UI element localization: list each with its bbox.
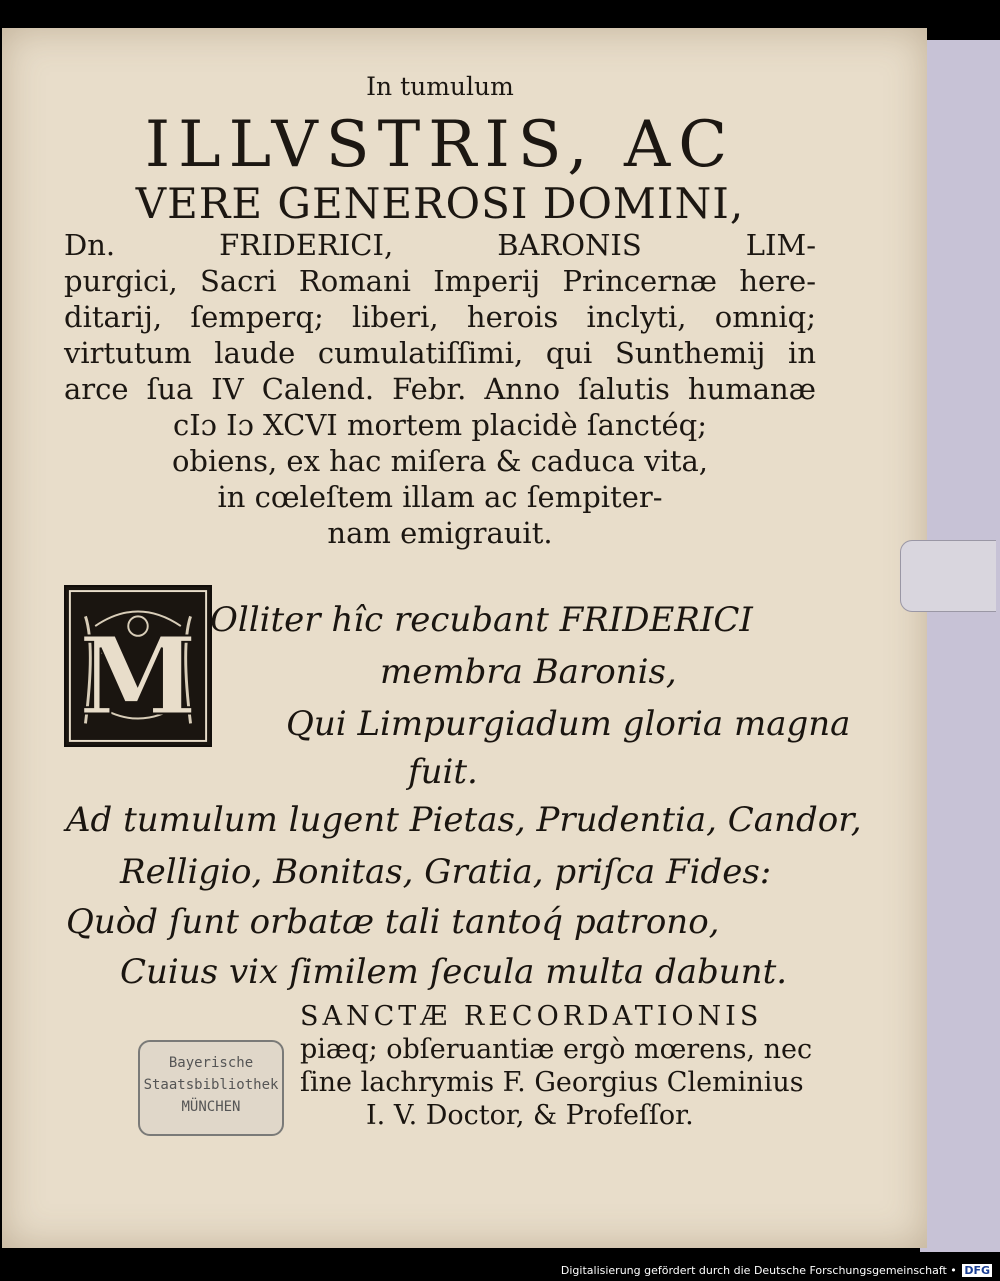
dfg-logo: DFG	[964, 1264, 990, 1277]
poem-line: Quòd ſunt orbatæ tali tantoq́ patrono,	[66, 902, 720, 942]
stamp-line: Bayerische	[168, 1055, 254, 1071]
poem-line: Relligio, Bonitas, Gratia, priſca Fides:	[120, 852, 772, 892]
title-body-line: obiens, ex hac miſera & caduca vita,	[171, 444, 709, 478]
title-body-line: virtutum laude cumulatiſſimi, qui Sunthemij in	[64, 336, 816, 370]
title-body-line: in cœleſtem illam ac ſempiter-	[217, 480, 663, 514]
title-body-line: cIɔ Iɔ XCVI mortem placidè ſanctéq;	[172, 408, 708, 442]
signature-block	[300, 1000, 813, 1132]
title-body-line: purgici, Sacri Romani Imperij Princernæ here-	[64, 264, 816, 298]
poem-line: Olliter hîc recubant FRIDERICI	[210, 600, 753, 640]
title-line-sub: VERE GENEROSI DOMINI,	[135, 179, 745, 228]
title-body-line: arce ſua IV Calend. Febr. Anno ſalutis humanæ	[64, 372, 816, 406]
signature-line: ſine lachrymis F. Georgius Cleminius	[300, 1067, 804, 1098]
initial-ornament-icon	[66, 587, 210, 745]
signature-line: I. V. Doctor, & Profeſſor.	[366, 1100, 694, 1131]
signature-line: SANCTÆ RECORDATIONIS	[300, 1001, 763, 1032]
signature-line: piæq; obſeruantiæ ergò mœrens, nec	[300, 1034, 813, 1065]
stamp-line: Staatsbibliothek	[143, 1077, 279, 1093]
page-tab	[900, 540, 996, 612]
poem-line: fuit.	[408, 752, 478, 792]
poem-line: Qui Limpurgiadum gloria magna	[286, 704, 851, 744]
title-block	[60, 60, 820, 551]
initial-letter: M	[78, 614, 198, 740]
poem-line: membra Baronis,	[380, 652, 677, 692]
poem-line: Ad tumulum lugent Pietas, Prudentia, Candor,	[66, 800, 862, 840]
footer-credit	[561, 1264, 992, 1277]
scan-side-strip	[920, 40, 1000, 1252]
title-line-main: ILLVSTRIS, AC	[144, 108, 736, 182]
stamp-line: MÜNCHEN	[181, 1099, 241, 1115]
poem-line: Cuius vix ſimilem ſecula multa dabunt.	[120, 952, 788, 992]
title-body-line: Dn. FRIDERICI, BARONIS LIM-	[64, 228, 816, 262]
decorated-initial-m	[64, 585, 212, 747]
title-body-line: ditarij, ſemperq; liberi, herois inclyti, omniq;	[64, 300, 816, 334]
library-stamp	[138, 1040, 284, 1136]
title-body-line: nam emigrauit.	[327, 516, 553, 550]
title-line-intro: In tumulum	[366, 72, 514, 101]
footer-text: Digitalisierung gefördert durch die Deutsche Forschungsgemeinschaft •	[560, 1264, 957, 1277]
